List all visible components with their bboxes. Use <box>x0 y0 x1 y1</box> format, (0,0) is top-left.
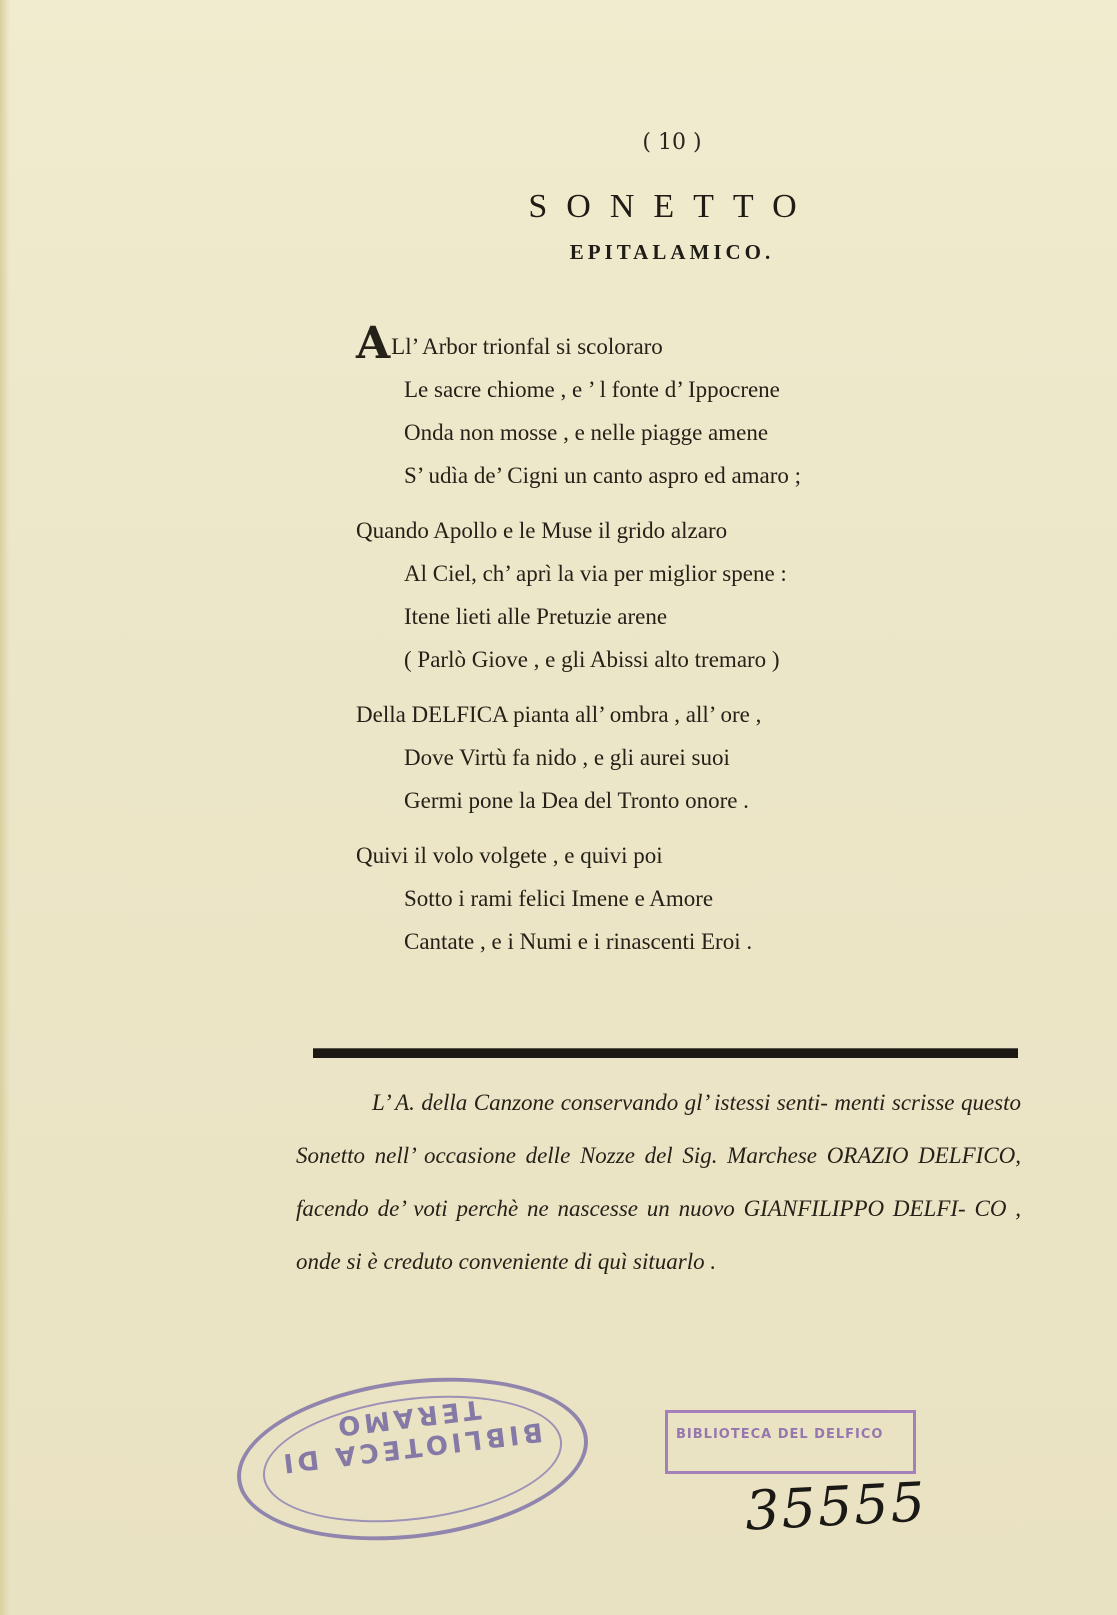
library-stamp-oval <box>228 1359 598 1559</box>
inventory-number: 35555 <box>743 1470 929 1543</box>
note-text: L’ A. della Canzone conservando gl’ istessi senti- menti scrisse questo Sonetto nell’ occasione delle Nozze del Sig. Marchese ORAZIO DELFICO, facendo de’ voti perchè ne nascesse un nuovo GIANFILIPPO DELFI- CO , onde si è creduto conveniente di quì situarlo . <box>296 1090 1021 1274</box>
poem-line: Le sacre chiome , e ’ l fonte d’ Ippocrene <box>404 377 780 402</box>
poem-line: Itene lieti alle Pretuzie arene <box>404 604 668 629</box>
section-rule <box>313 1048 1018 1058</box>
poem-line: Germi pone la Dea del Tronto onore . <box>404 788 749 813</box>
poem-line: S’ udìa de’ Cigni un canto aspro ed amaro ; <box>404 463 802 488</box>
stamp-rect-text: BIBLIOTECA DEL DELFICO <box>676 1427 884 1442</box>
sonnet-subtitle: EPITALAMICO. <box>569 240 775 264</box>
drop-cap: A <box>356 318 391 369</box>
poem-line: Sotto i rami felici Imene e Amore <box>404 886 714 911</box>
poem-line: Quivi il volo volgete , e quivi poi <box>356 843 663 868</box>
poem-line: ( Parlò Giove , e gli Abissi alto tremaro ) <box>404 647 780 672</box>
poem-line: ALl’ Arbor trionfal si scoloraro <box>356 318 663 369</box>
poem-line: Della DELFICA pianta all’ ombra , all’ ore , <box>356 702 762 727</box>
stanza <box>356 834 996 963</box>
stanza <box>356 509 996 681</box>
poem-line: Cantate , e i Numi e i rinascenti Eroi . <box>404 929 753 954</box>
poem-line: Dove Virtù fa nido , e gli aurei suoi <box>404 745 730 770</box>
stanza <box>356 693 996 822</box>
stanza <box>356 318 996 497</box>
poem <box>356 318 996 975</box>
poem-line: Al Ciel, ch’ aprì la via per miglior spene : <box>404 561 787 586</box>
library-stamp-rect <box>665 1410 916 1474</box>
sonnet-title: SONETTO <box>528 188 816 225</box>
stamp-oval-text: BIBLIOTECA DI TERAMO <box>277 1393 545 1479</box>
page-number: ( 10 ) <box>642 130 702 155</box>
poem-line: Onda non mosse , e nelle piagge amene <box>404 420 769 445</box>
editorial-note <box>296 1076 1021 1288</box>
poem-line: Quando Apollo e le Muse il grido alzaro <box>356 518 728 543</box>
